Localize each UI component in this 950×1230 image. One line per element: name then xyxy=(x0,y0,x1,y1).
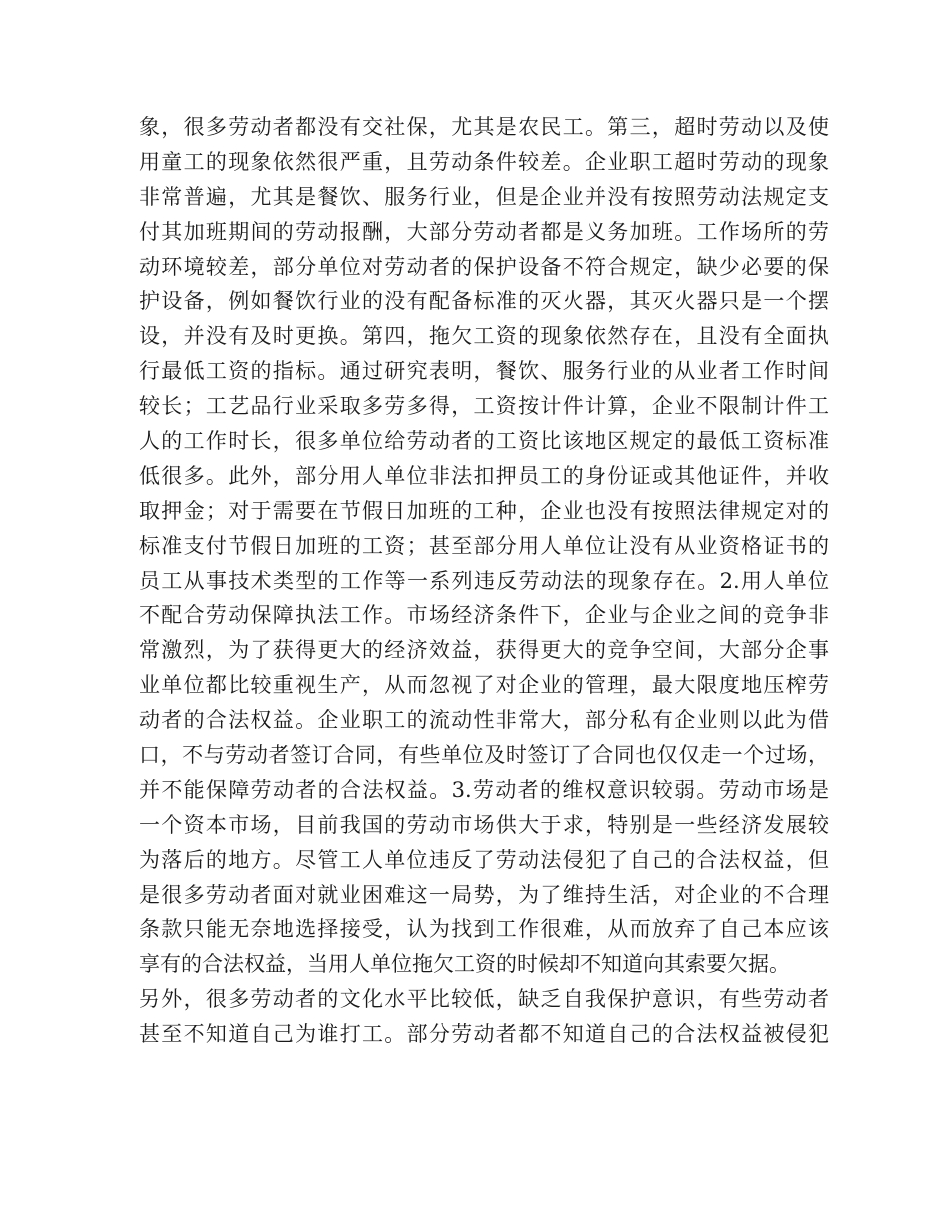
text-line: 行最低工资的指标。通过研究表明，餐饮、服务行业的从业者工作时间 xyxy=(139,359,829,384)
text-line: 业单位都比较重视生产，从而忽视了对企业的管理，最大限度地压榨劳 xyxy=(139,673,829,698)
text-line: 设，并没有及时更换。第四，拖欠工资的现象依然存在，且没有全面执 xyxy=(139,324,829,349)
text-line: 用童工的现象依然很严重，且劳动条件较差。企业职工超时劳动的现象 xyxy=(139,149,829,174)
text-line: 象，很多劳动者都没有交社保，尤其是农民工。第三，超时劳动以及使 xyxy=(139,115,829,139)
text-line: 是很多劳动者面对就业困难这一局势，为了维持生活，对企业的不合理 xyxy=(139,882,829,907)
text-line: 动环境较差，部分单位对劳动者的保护设备不符合规定，缺少必要的保 xyxy=(139,254,829,279)
body-text xyxy=(139,110,829,1052)
text-line: 一个资本市场，目前我国的劳动市场供大于求，特别是一些经济发展较 xyxy=(139,812,829,837)
text-line: 非常普遍，尤其是餐饮、服务行业，但是企业并没有按照劳动法规定支 xyxy=(139,184,829,209)
text-line: 动者的合法权益。企业职工的流动性非常大，部分私有企业则以此为借 xyxy=(139,708,829,733)
text-line: 不配合劳动保障执法工作。市场经济条件下，企业与企业之间的竞争非 xyxy=(139,603,829,628)
text-line: 为落后的地方。尽管工人单位违反了劳动法侵犯了自己的合法权益，但 xyxy=(139,847,829,872)
text-line: 享有的合法权益，当用人单位拖欠工资的时候却不知道向其索要欠据。 xyxy=(139,952,790,977)
text-line: 员工从事技术类型的工作等一系列违反劳动法的现象存在。2.用人单位 xyxy=(139,568,829,593)
text-line: 取押金；对于需要在节假日加班的工种，企业也没有按照法律规定对的 xyxy=(139,498,829,523)
text-line: 另外，很多劳动者的文化水平比较低，缺乏自我保护意识，有些劳动者 xyxy=(139,987,829,1012)
text-line: 标准支付节假日加班的工资；甚至部分用人单位让没有从业资格证书的 xyxy=(139,533,829,558)
text-line: 较长；工艺品行业采取多劳多得，工资按计件计算，企业不限制计件工 xyxy=(139,394,829,419)
text-line: 条款只能无奈地选择接受，认为找到工作很难，从而放弃了自己本应该 xyxy=(139,917,829,942)
text-line: 护设备，例如餐饮行业的没有配备标准的灭火器，其灭火器只是一个摆 xyxy=(139,289,829,314)
text-line: 并不能保障劳动者的合法权益。3.劳动者的维权意识较弱。劳动市场是 xyxy=(139,777,829,802)
text-line: 常激烈，为了获得更大的经济效益，获得更大的竞争空间，大部分企事 xyxy=(139,638,829,663)
text-line: 口，不与劳动者签订合同，有些单位及时签订了合同也仅仅走一个过场， xyxy=(139,743,829,768)
text-line: 甚至不知道自己为谁打工。部分劳动者都不知道自己的合法权益被侵犯 xyxy=(139,1022,829,1047)
text-line: 低很多。此外，部分用人单位非法扣押员工的身份证或其他证件，并收 xyxy=(139,463,829,488)
text-line: 人的工作时长，很多单位给劳动者的工资比该地区规定的最低工资标准 xyxy=(139,429,829,454)
text-line: 付其加班期间的劳动报酬，大部分劳动者都是义务加班。工作场所的劳 xyxy=(139,219,829,244)
